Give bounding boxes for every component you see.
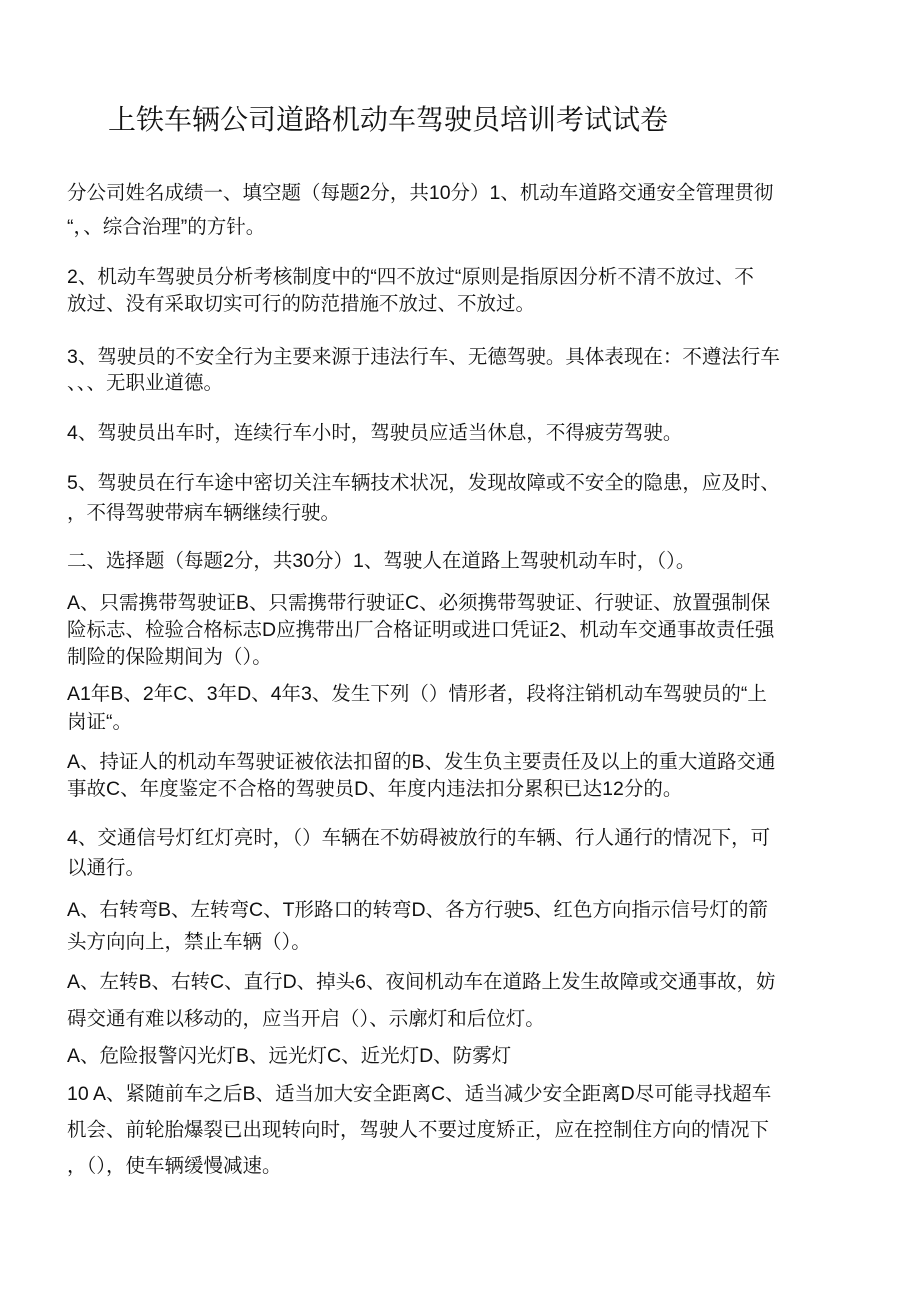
text-line: 险标志、检验合格标志D应携带出厂合格证明或进口凭证2、机动车交通事故责任强 xyxy=(67,619,775,641)
text-line: 碍交通有难以移动的，应当开启（）、示廓灯和后位灯。 xyxy=(67,1008,545,1030)
text-line: 5、驾驶员在行车途中密切关注车辆技术状况，发现故障或不安全的隐患，应及时、 xyxy=(67,472,780,494)
text-line: 以通行。 xyxy=(67,857,146,879)
text-line: A、只需携带驾驶证B、只需携带行驶证C、必须携带驾驶证、行驶证、放置强制保 xyxy=(67,592,771,614)
page-title: 上铁车辆公司道路机动车驾驶员培训考试试卷 xyxy=(108,104,669,135)
text-line: 制险的保险期间为（）。 xyxy=(67,646,272,668)
text-line: A、持证人的机动车驾驶证被依法扣留的B、发生负主要责任及以上的重大道路交通 xyxy=(67,751,776,773)
text-line: 岗证“。 xyxy=(67,711,132,733)
text-line: ，不得驾驶带病车辆继续行驶。 xyxy=(67,502,341,524)
text-line: 分公司姓名成绩一、填空题（每题2分，共10分）1、机动车道路交通安全管理贯彻 xyxy=(67,182,774,204)
text-line: ，（），使车辆缓慢减速。 xyxy=(67,1155,282,1177)
text-line: 放过、没有采取切实可行的防范措施不放过、不放过。 xyxy=(67,293,536,315)
section-heading: 二、选择题（每题2分，共30分）1、驾驶人在道路上驾驶机动车时，（）。 xyxy=(67,550,696,572)
text-line: 事故C、年度鉴定不合格的驾驶员D、年度内违法扣分累积已达12分的。 xyxy=(67,778,683,800)
text-line: 3、驾驶员的不安全行为主要来源于违法行车、无德驾驶。具体表现在：不遵法行车 xyxy=(67,346,780,368)
text-line: 4、驾驶员出车时，连续行车小时，驾驶员应适当休息，不得疲劳驾驶。 xyxy=(67,422,683,444)
text-line: A、右转弯B、左转弯C、T形路口的转弯D、各方行驶5、红色方向指示信号灯的箭 xyxy=(67,899,768,921)
text-line: 10 A、紧随前车之后B、适当加大安全距离C、适当减少安全距离D尽可能寻找超车 xyxy=(67,1083,772,1105)
text-line: 机会、前轮胎爆裂已出现转向时，驾驶人不要过度矫正，应在控制住方向的情况下 xyxy=(67,1119,770,1141)
text-line: 、、、无职业道德。 xyxy=(67,372,224,394)
text-line: A、左转B、右转C、直行D、掉头6、夜间机动车在道路上发生故障或交通事故，妨 xyxy=(67,971,776,993)
text-line: A、危险报警闪光灯B、远光灯C、近光灯D、防雾灯 xyxy=(67,1045,512,1067)
text-line: 4、交通信号灯红灯亮时，（）车辆在不妨碍被放行的车辆、行人通行的情况下，可 xyxy=(67,827,771,849)
text-line: 头方向向上，禁止车辆（）。 xyxy=(67,931,311,953)
text-line: “，、综合治理”的方针。 xyxy=(67,216,266,238)
text-line: A1年B、2年C、3年D、4年3、发生下列（）情形者，段将注销机动车驾驶员的“上 xyxy=(67,683,767,705)
text-line: 2、机动车驾驶员分析考核制度中的“四不放过“原则是指原因分析不清不放过、不 xyxy=(67,266,754,288)
